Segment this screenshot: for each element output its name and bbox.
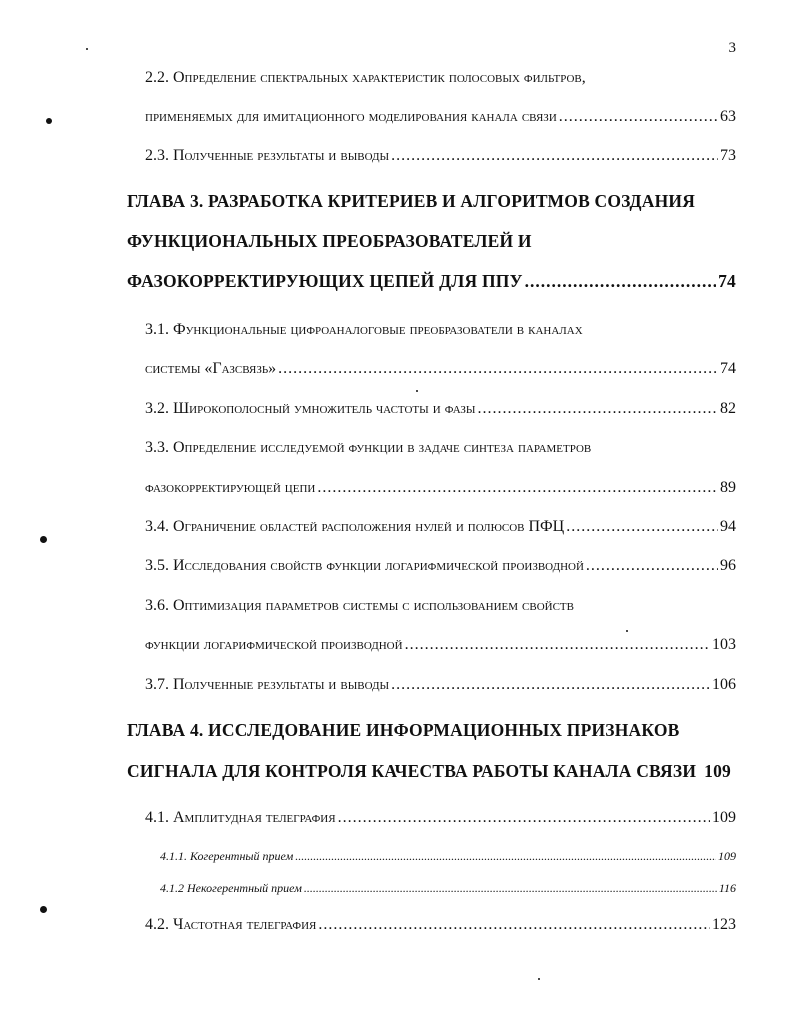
dot-leader bbox=[317, 480, 718, 496]
toc-3-6-line1: 3.6. Оптимизация параметров системы с использованием свойств bbox=[145, 597, 574, 614]
toc-4-2[interactable] bbox=[145, 917, 736, 933]
scan-speck bbox=[538, 978, 540, 980]
toc-3-7-label: 3.7. Полученные результаты и выводы bbox=[145, 676, 390, 693]
toc-3-4[interactable] bbox=[145, 519, 736, 535]
dot-leader bbox=[586, 558, 718, 574]
toc-4-1-2-page: 116 bbox=[718, 881, 736, 895]
dot-leader bbox=[566, 519, 718, 535]
toc-4-1-1-page: 109 bbox=[718, 849, 736, 863]
scan-speck bbox=[46, 118, 52, 124]
dot-leader bbox=[391, 677, 710, 693]
toc-3-1-line1: 3.1. Функциональные цифроаналоговые преобразователи в каналах bbox=[145, 321, 583, 338]
dot-leader bbox=[318, 917, 710, 933]
toc-2-2[interactable] bbox=[145, 109, 736, 125]
toc-3-3-line1: 3.3. Определение исследуемой функции в задаче синтеза параметров bbox=[145, 439, 592, 456]
toc-3-3[interactable] bbox=[145, 480, 736, 496]
toc-4-1-1[interactable] bbox=[160, 850, 736, 862]
chapter-3-line2: ФУНКЦИОНАЛЬНЫХ ПРЕОБРАЗОВАТЕЛЕЙ И bbox=[127, 231, 532, 251]
toc-3-4-page: 94 bbox=[720, 518, 736, 535]
toc-4-1-2[interactable] bbox=[160, 882, 736, 894]
chapter-4-page: 109 bbox=[704, 761, 731, 781]
scan-speck bbox=[40, 906, 47, 913]
chapter-4-line2: СИГНАЛА ДЛЯ КОНТРОЛЯ КАЧЕСТВА РАБОТЫ КАНАЛА СВЯЗИ bbox=[127, 761, 697, 781]
toc-3-2-page: 82 bbox=[720, 400, 736, 417]
toc-3-4-label: 3.4. Ограничение областей расположения нулей и полюсов ПФЦ bbox=[145, 518, 565, 535]
dot-leader bbox=[559, 109, 718, 125]
toc-3-1-page: 74 bbox=[720, 360, 736, 377]
toc-4-1-page: 109 bbox=[712, 809, 736, 826]
toc-3-2[interactable] bbox=[145, 401, 736, 417]
toc-4-1[interactable] bbox=[145, 810, 736, 826]
toc-3-6[interactable] bbox=[145, 637, 736, 653]
toc-4-1-2-label: 4.1.2 Некогерентный прием bbox=[160, 881, 302, 895]
chapter-4-line1: ГЛАВА 4. ИССЛЕДОВАНИЕ ИНФОРМАЦИОННЫХ ПРИЗНАКОВ bbox=[127, 720, 680, 740]
toc-4-1-label: 4.1. Амплитудная телеграфия bbox=[145, 809, 336, 826]
toc-2-3-label: 2.3. Полученные результаты и выводы bbox=[145, 147, 390, 164]
dot-leader bbox=[525, 273, 716, 291]
scan-speck bbox=[416, 390, 418, 392]
scan-speck bbox=[40, 536, 47, 543]
toc-3-5-page: 96 bbox=[720, 557, 736, 574]
toc-3-1[interactable] bbox=[145, 361, 736, 377]
chapter-3-line1: ГЛАВА 3. РАЗРАБОТКА КРИТЕРИЕВ И АЛГОРИТМОВ СОЗДАНИЯ bbox=[127, 191, 696, 211]
toc-4-2-page: 123 bbox=[712, 916, 736, 933]
dot-leader bbox=[405, 637, 710, 653]
toc-3-6-page: 103 bbox=[712, 636, 736, 653]
toc-2-2-line1: 2.2. Определение спектральных характеристик полосовых фильтров, bbox=[145, 69, 586, 86]
toc-4-2-label: 4.2. Частотная телеграфия bbox=[145, 916, 317, 933]
scan-speck bbox=[86, 48, 88, 50]
toc-3-5-label: 3.5. Исследования свойств функции логарифмической производной bbox=[145, 557, 584, 574]
dot-leader bbox=[304, 882, 717, 894]
toc-2-3-page: 73 bbox=[720, 147, 736, 164]
toc-3-3-line2: фазокорректирующей цепи bbox=[145, 479, 316, 496]
toc-3-5[interactable] bbox=[145, 558, 736, 574]
toc-3-3-page: 89 bbox=[720, 479, 736, 496]
scan-speck bbox=[626, 630, 628, 632]
toc-3-7[interactable] bbox=[145, 677, 736, 693]
toc-3-6-line2: функции логарифмической производной bbox=[145, 636, 403, 653]
toc-2-2-line2: применяемых для имитационного моделирования канала связи bbox=[145, 108, 557, 125]
chapter-4[interactable] bbox=[127, 763, 736, 781]
toc-3-2-label: 3.2. Широкополосный умножитель частоты и фазы bbox=[145, 400, 476, 417]
toc-3-1-line2: системы «Газсвязь» bbox=[145, 360, 277, 377]
toc-4-1-1-label: 4.1.1. Когерентный прием bbox=[160, 849, 294, 863]
chapter-3-page: 74 bbox=[718, 271, 736, 291]
dot-leader bbox=[338, 810, 710, 826]
toc-2-2-page: 63 bbox=[720, 108, 736, 125]
toc-2-3[interactable] bbox=[145, 148, 736, 164]
dot-leader bbox=[477, 401, 718, 417]
dot-leader bbox=[391, 148, 718, 164]
page-number: 3 bbox=[728, 40, 736, 56]
dot-leader bbox=[278, 361, 718, 377]
chapter-3[interactable] bbox=[127, 273, 736, 291]
dot-leader bbox=[295, 850, 716, 862]
toc-3-7-page: 106 bbox=[712, 676, 736, 693]
chapter-3-line3: ФАЗОКОРРЕКТИРУЮЩИХ ЦЕПЕЙ ДЛЯ ППУ bbox=[127, 271, 523, 291]
